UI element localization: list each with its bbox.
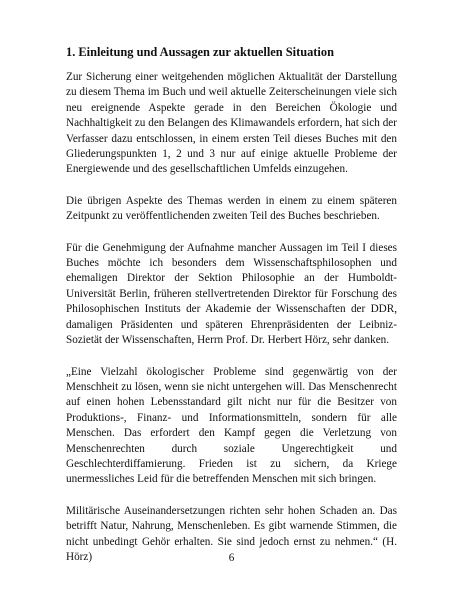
paragraph-quote-start: „Eine Vielzahl ökologischer Probleme sind gegenwärtig von der Menschheit zu lösen, wenn sie nicht untergehen will. Das Menschenrecht auf einen hohen Lebensstandard gilt nicht nur für die Besitzer von Produktions-, Finanz- und Informationsmitteln, sondern für alle Menschen. Das erfordert den Kampf gegen die Verletzung von Menschenrechten durch soziale Ungerechtigkeit und Geschlechterdiffamierung. Frieden ist zu sichern, da Kriege unermessliches Leid für die betreffenden Menschen mit sich bringen. (66, 365, 397, 486)
document-page (66, 44, 397, 565)
paragraph-second-part: Die übrigen Aspekte des Themas werden in einem zu einem späteren Zeitpunkt zu veröffentlichenden zweiten Teil des Buches beschrieben. (66, 194, 397, 223)
paragraph-intro: Zur Sicherung einer weitgehenden möglichen Aktualität der Darstellung zu diesem Thema im Buch und weil aktuelle Zeiterscheinungen viele sich neu ereignende Aspekte gerade in den Bereichen Ökologie und Nachhaltigkeit zu den Belangen des Klimawandels erfordern, hat sich der Verfasser dazu entschlossen, in einem ersten Teil dieses Buches mit den Gliederungspunkten 1, 2 und 3 nur auf einige aktuelle Probleme der Energiewende und des gesellschaftlichen Umfelds einzugehen. (66, 71, 397, 176)
paragraph-acknowledgement: Für die Genehmigung der Aufnahme mancher Aussagen im Teil I dieses Buches möchte ich besonders dem Wissenschaftsphilosophen und ehemaligen Direktor der Sektion Philosophie an der Humboldt-Universität Berlin, früheren stellvertretenden Direktor für Forschung des Philosophischen Instituts der Akademie der Wissenschaften der DDR, damaligen Präsidenten und späteren Ehrenpräsidenten der Leibniz-Sozietät der Wissenschaften, Herrn Prof. Dr. Herbert Hörz, sehr danken. (66, 241, 397, 347)
section-heading: 1. Einleitung und Aussagen zur aktuellen Situation (66, 45, 334, 59)
page-number: 6 (228, 552, 235, 564)
paragraph-quote-end: Militärische Auseinandersetzungen richten sehr hohen Schaden an. Das betrifft Natur, Nahrung, Menschenleben. Es gibt warnende Stimmen, die nicht unbedingt Gehör erhalten. Sie sind jedoch ernst zu nehmen.“ (H. Hörz) (66, 504, 397, 563)
